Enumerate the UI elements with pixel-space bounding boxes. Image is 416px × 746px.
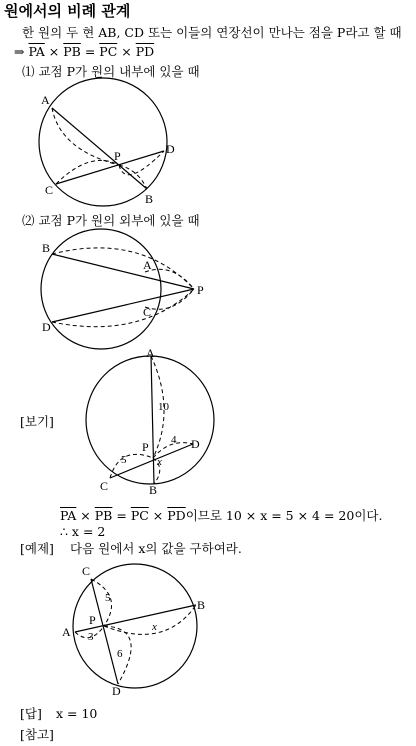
fig4-num-3: 3 [88,631,94,643]
fig3-label-a: A [146,346,155,360]
fig4-num-5: 5 [105,592,111,604]
fig4-num-6: 6 [117,648,123,660]
case2-heading: ⑵ 교점 P가 원의 외부에 있을 때 [22,213,200,228]
fig2-label-c: C [143,305,152,319]
fig2-label-b: B [42,241,51,255]
dashed-arc-x2 [104,605,196,634]
answer-label: [답] [20,706,42,721]
dashed-arc-pd-2 [52,289,194,327]
case1-heading: ⑴ 교점 P가 원의 내부에 있을 때 [22,64,200,79]
times-symbol: × [48,44,60,59]
solution-tail: 이므로 10 × x = 5 × 4 = 20이다. [185,508,383,523]
dashed-arc-pb-2 [52,248,194,289]
fig3-var-x: x [157,456,162,468]
fig3-num-4: 4 [171,434,177,446]
segment-pc: $\overline{PC}$ [99,44,118,59]
dashed-arc-pc [56,160,119,184]
times-symbol: × [152,508,164,523]
circle-3 [86,356,214,484]
fig1-label-a: A [41,93,50,107]
page-title: 원에서의 비례 관계 [4,2,131,20]
segment-pa: $\overline{PA}$ [60,508,77,523]
fig3-num-5: 5 [121,454,127,466]
fig1-label-d: D [166,142,175,156]
segment-pb: $\overline{PB}$ [63,44,81,59]
chord-cd-1 [56,151,164,184]
fig2-label-d: D [42,320,51,334]
times-symbol: × [80,508,91,523]
segment-pd: $\overline{PD}$ [167,508,186,523]
segment-pc: $\overline{PC}$ [130,508,149,523]
fig1-label-b: B [145,192,154,206]
equals-symbol: = [84,44,96,59]
practice-text: 다음 원에서 x의 값을 구하여라. [70,541,242,556]
example-label: [보기] [20,414,54,429]
fig2-label-a: A [143,258,152,272]
equals-symbol: = [116,508,127,523]
circle-1 [39,78,167,206]
fig3-label-p: P [142,440,149,454]
segment-pb: $\overline{PB}$ [94,508,113,523]
fig3-label-b: B [149,483,158,497]
practice-label: [예제] [20,541,54,556]
fig4-label-b: B [197,598,206,612]
fig1-label-p: P [114,149,121,163]
fig3-label-c: C [100,479,109,493]
secant-pd [52,289,194,322]
chord-ab-3 [151,356,154,484]
chord-ab-1 [52,108,147,189]
fig2-label-p: P [197,283,204,297]
fig3-num-10: 10 [158,401,169,413]
fig4-label-p: P [89,613,96,627]
fig4-label-a: A [62,625,71,639]
figure-inside [39,78,167,206]
reference-label: [참고] [20,727,54,742]
answer-value: x = 10 [56,706,98,721]
figure-example [86,356,214,484]
segment-pa: $\overline{PA}$ [28,44,45,59]
implies-symbol: ⇒ [14,44,25,59]
circle-2 [41,229,161,349]
fig4-var-x: x [152,621,157,633]
example-answer: ∴ x = 2 [60,524,106,539]
fig4-label-c: C [82,564,91,578]
figure-outside [41,229,194,349]
fig1-label-c: C [45,183,54,197]
intro-text: 한 원의 두 현 AB, CD 또는 이들의 연장선이 만나는 점을 P라고 할 때 [22,25,402,40]
fig4-label-d: D [112,684,121,698]
segment-pd: $\overline{PD}$ [135,44,155,59]
fig3-label-d: D [191,437,200,451]
times-symbol: × [121,44,132,59]
